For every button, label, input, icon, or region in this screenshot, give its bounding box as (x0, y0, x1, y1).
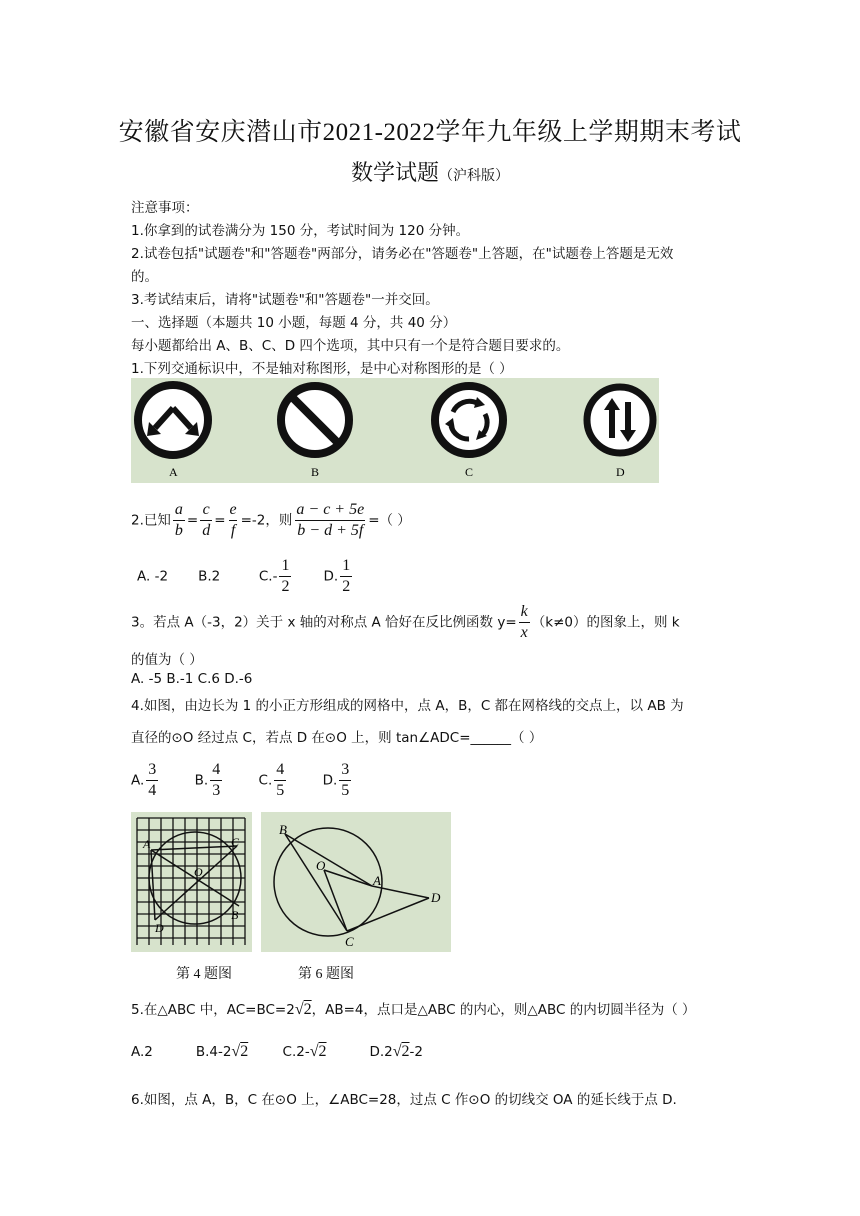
sqrt-2: √2 (294, 1001, 312, 1018)
fraction-4-5: $\frac{4}{5}$ (276, 761, 285, 799)
question-4-text-b: 直径的⊙O 经过点 C，若点 D 在⊙O 上，则 tan∠ADC=______（ ） (131, 730, 543, 746)
notice-item-1: 1.你拿到的试卷满分为 150 分，考试时间为 120 分钟。 (131, 223, 470, 239)
question-5 (131, 998, 696, 1019)
question-5-options (131, 1043, 423, 1061)
fig6-label-a: A (373, 873, 381, 888)
figure-6-caption: 第 6 题图 (298, 967, 354, 982)
section-1-desc: 每小题都给出 A、B、C、D 四个选项，其中只有一个是符合题目要求的。 (131, 338, 570, 354)
q2-option-d: D. (323, 568, 339, 585)
sqrt-2-c: √2 (309, 1043, 327, 1060)
fraction-k-x: $\frac{k}{x}$ (520, 603, 528, 641)
sqrt-2-d: √2 (392, 1043, 410, 1060)
fraction-3-4: $\frac{3}{4}$ (148, 761, 157, 799)
q2-suffix: =（ ） (368, 512, 411, 529)
fig6-label-o: O (316, 858, 326, 873)
fig4-label-a: A (143, 837, 151, 851)
q5-option-d-tail: -2 (409, 1044, 423, 1060)
question-6-text: 6.如图，点 A，B，C 在⊙O 上，∠ABC=28，过点 C 作⊙O 的切线交 OA 的延长线于点 D. (131, 1092, 677, 1108)
fig6-label-c: C (345, 934, 354, 949)
q4-option-d: D. (322, 772, 338, 789)
fraction-expression: $\frac{a - c + 5e}{b - d + 5f}$ (296, 501, 365, 539)
document-subtitle (0, 156, 860, 187)
sign-label-a: A (169, 465, 178, 479)
notice-item-2-cont: 的。 (131, 269, 158, 285)
q2-option-a: A. -2 (137, 568, 169, 585)
q4-option-b: B. (194, 772, 209, 789)
question-2-options (137, 556, 354, 597)
fig6-label-b: B (279, 822, 287, 837)
q3-text-b: （k≠0）的图象上，则 k (531, 614, 680, 631)
sqrt-2-b: √2 (231, 1043, 249, 1060)
q5-option-b: B.4-2 (195, 1044, 232, 1060)
question-3 (131, 602, 680, 643)
document-title: 安徽省安庆潜山市2021-2022学年九年级上学期期末考试 (118, 119, 742, 146)
section-1-heading: 一、选择题（本题共 10 小题，每题 4 分，共 40 分） (131, 315, 457, 331)
sign-label-d: D (616, 465, 625, 479)
sign-d-icon (587, 387, 653, 453)
fig4-label-b: B (231, 908, 239, 922)
subtitle-note: （沪科版） (439, 169, 509, 184)
fraction-a-b: $\frac{a}{b}$ (174, 501, 183, 539)
q2-option-b: B.2 (198, 568, 221, 585)
fig6-label-d: D (431, 890, 441, 905)
notice-heading: 注意事项： (131, 200, 199, 216)
question-4-options (131, 760, 353, 801)
fraction-half-c: $\frac{1}{2}$ (281, 557, 290, 595)
question-3-options: A. -5 B.-1 C.6 D.-6 (131, 671, 253, 687)
q4-option-c: C. (258, 772, 273, 789)
sign-a-icon (138, 385, 208, 455)
figure-4-caption: 第 4 题图 (176, 967, 232, 982)
fraction-e-f: $\frac{e}{f}$ (229, 501, 237, 539)
fraction-3-5: $\frac{3}{5}$ (341, 761, 350, 799)
question-2: 2.已知 $\frac{a}{b}$ = $\frac{c}{d}$ = $\frac{e}{f}$ =-2，则 $\frac{a - c + 5e}{b - d + 5f}$ =（ ） (131, 501, 411, 539)
question-3-cont: 的值为（ ） (131, 652, 203, 668)
q2-value: =-2，则 (240, 512, 293, 529)
q5-option-a: A.2 (131, 1044, 153, 1060)
notice-item-2: 2.试卷包括"试题卷"和"答题卷"两部分，请务必在"答题卷"上答题，在"试题卷上答题是无效 (131, 246, 674, 262)
sign-b-icon (281, 386, 349, 454)
q4-option-a: A. (131, 772, 145, 789)
q5-text-b: ，AB=4，点口是△ABC 的内心，则△ABC 的内切圆半径为（ ） (311, 1002, 696, 1018)
figure-6-circle-tangent (261, 812, 451, 952)
q3-text-a: 3。若点 A（-3，2）关于 x 轴的对称点 A 恰好在反比例函数 y= (131, 614, 517, 631)
sign-label-b: B (311, 465, 320, 479)
question-4-text-a: 4.如图，由边长为 1 的小正方形组成的网格中，点 A，B，C 都在网格线的交点上，以 AB 为 (131, 698, 684, 714)
fraction-c-d: $\frac{c}{d}$ (202, 501, 211, 539)
q2-prefix: 2.已知 (131, 512, 171, 529)
fig4-label-d: D (155, 921, 164, 935)
q5-text-a: 5.在△ABC 中，AC=BC=2 (131, 1002, 295, 1018)
fig4-label-c: C (231, 835, 240, 849)
subtitle-text: 数学试题 (350, 160, 439, 185)
q5-option-c: C.2- (282, 1044, 310, 1060)
traffic-signs-figure (131, 378, 659, 483)
q2-option-c: C.- (258, 568, 278, 585)
figure-4-grid-circle (131, 812, 252, 952)
fraction-4-3: $\frac{4}{3}$ (212, 761, 221, 799)
sign-label-c: C (465, 465, 474, 479)
fraction-half-d: $\frac{1}{2}$ (342, 557, 351, 595)
q5-option-d: D.2 (369, 1044, 393, 1060)
sign-c-icon (435, 386, 503, 454)
notice-item-3: 3.考试结束后，请将"试题卷"和"答题卷"一并交回。 (131, 292, 439, 308)
fig4-label-o: O (194, 865, 203, 879)
question-1-text: 1.下列交通标识中，不是轴对称图形，是中心对称图形的是（ ） (131, 361, 513, 377)
